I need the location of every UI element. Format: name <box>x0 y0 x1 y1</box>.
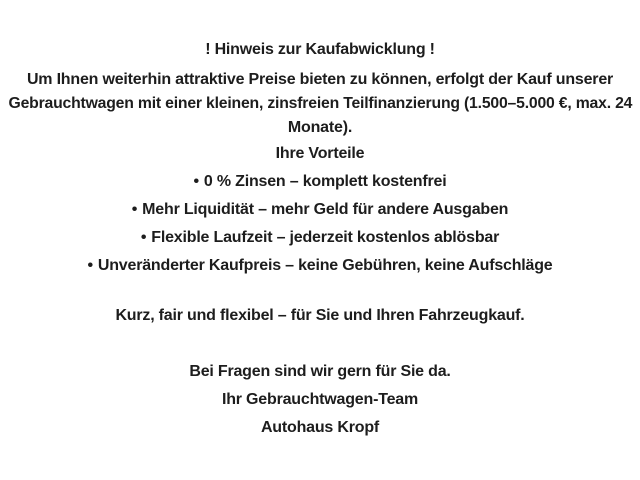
summary-text: Kurz, fair und flexibel – für Sie und Ihren Fahrzeugkauf. <box>115 307 525 324</box>
intro-line-2-text: Gebrauchtwagen mit einer kleinen, zinsfreien Teilfinanzierung (1.500–5.000 €, max. 24 <box>8 95 632 112</box>
closing-team-text: Ihr Gebrauchtwagen-Team <box>221 391 419 408</box>
intro-line-3 <box>0 116 640 140</box>
bullet-icon: • <box>140 229 147 246</box>
intro-line-2 <box>0 92 640 116</box>
bullet-icon: • <box>131 201 138 218</box>
notice-title-text: ! Hinweis zur Kaufabwicklung ! <box>205 41 435 58</box>
benefits-heading-text: Ihre Vorteile <box>275 145 365 162</box>
benefit-item <box>0 252 640 280</box>
bullet-icon: • <box>193 173 199 190</box>
benefit-text: Mehr Liquidität – mehr Geld für andere Ausgaben <box>142 201 509 218</box>
intro-line-3-text: Monate). <box>287 119 353 136</box>
closing-dealer-text: Autohaus Kropf <box>260 419 380 436</box>
closing-line-team <box>0 390 640 410</box>
benefit-item <box>0 168 640 196</box>
summary-line <box>0 306 640 326</box>
bullet-icon: • <box>87 257 93 274</box>
benefits-list <box>0 168 640 280</box>
closing-line-contact <box>0 362 640 382</box>
benefit-item <box>0 196 640 224</box>
closing-line-dealer <box>0 418 640 438</box>
notice-title <box>0 40 640 60</box>
benefit-item-content <box>132 196 508 224</box>
benefit-text: 0 % Zinsen – komplett kostenfrei <box>203 173 447 190</box>
closing-contact-text: Bei Fragen sind wir gern für Sie da. <box>189 363 451 380</box>
benefit-item <box>0 224 640 252</box>
closing-block <box>0 362 640 438</box>
benefits-heading <box>0 144 640 164</box>
intro-line-1 <box>0 68 640 92</box>
intro-paragraph <box>0 68 640 140</box>
benefit-text: Flexible Laufzeit – jederzeit kostenlos ablösbar <box>151 229 500 246</box>
benefit-item-content <box>194 168 447 196</box>
benefit-item-content <box>141 224 499 252</box>
benefit-text: Unveränderter Kaufpreis – keine Gebühren, keine Aufschläge <box>97 257 553 274</box>
intro-line-1-text: Um Ihnen weiterhin attraktive Preise bieten zu können, erfolgt der Kauf unserer <box>26 71 614 88</box>
benefit-item-content <box>87 252 552 280</box>
